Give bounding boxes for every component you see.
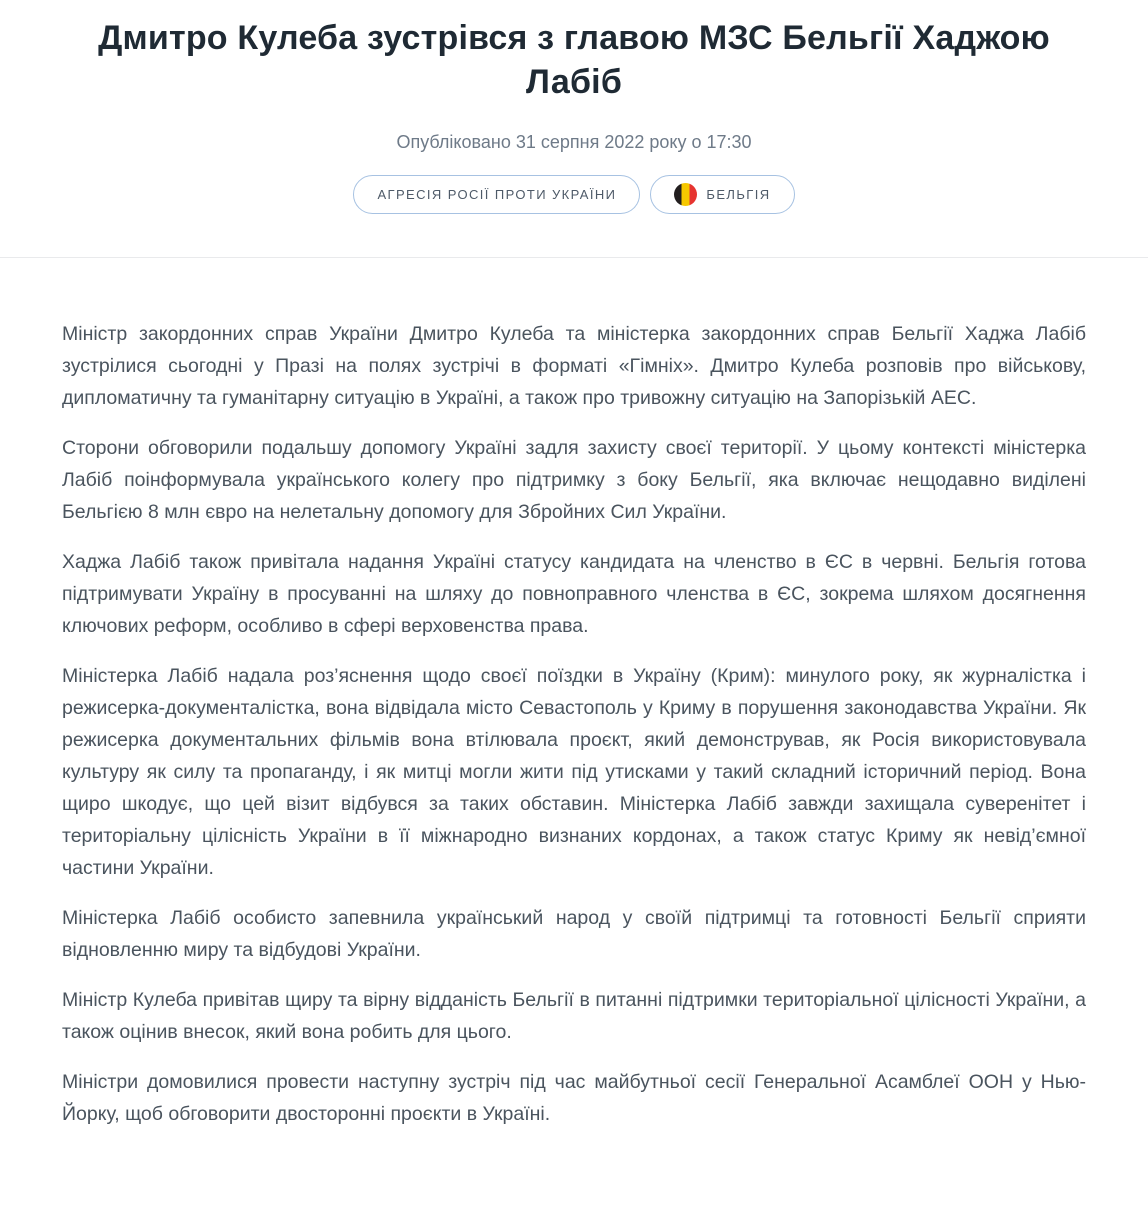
paragraph-1: Міністр закордонних справ України Дмитро Кулеба та міністерка закордонних справ Бельгії Хаджа Лабіб зустрілися сьогодні у Празі на полях зустрічі в форматі «Гімніх». Дмитро Кулеба розповів про військову, дипломатичну та гуманітарну ситуацію в Україні, а також про тривожну ситуацію на Запорізькій АЕС.: [62, 323, 1086, 409]
paragraph-6: Міністр Кулеба привітав щиру та вірну відданість Бельгії в питанні підтримки територіальної цілісності України, а також оцінив внесок, який вона робить для цього.: [62, 989, 1086, 1043]
tag-aggression-of-russia[interactable]: [353, 175, 640, 214]
paragraph-2: Сторони обговорили подальшу допомогу Україні задля захисту своєї території. У цьому контексті міністерка Лабіб поінформувала українського колегу про підтримку з боку Бельгії, яка включає нещодавно виділені Бельгією 8 млн євро на нелетальну допомогу для Збройних Сил України.: [62, 437, 1086, 523]
paragraph-4: Міністерка Лабіб надала роз’яснення щодо своєї поїздки в Україну (Крим): минулого року, як журналістка і режисерка-документалістка, вона відвідала місто Севастополь у Криму в порушення законодавства України. Як режисерка документальних фільмів вона втілювала проєкт, який демонстрував, як Росія використовувала культуру як силу та пропаганду, і як митці могли жити під утисками у такий складний історичний період. Вона щиро шкодує, що цей візит відбувся за таких обставин. Міністерка Лабіб завжди захищала суверенітет і територіальну цілісність України в її міжнародно визнаних кордонах, а також статус Криму як невід’ємної частини України.: [62, 665, 1086, 879]
article-title: Дмитро Кулеба зустрівся з главою МЗС Бельгії Хаджою Лабіб: [98, 19, 1050, 101]
tag-label: БЕЛЬГІЯ: [706, 187, 771, 202]
tag-label: АГРЕСІЯ РОСІЇ ПРОТИ УКРАЇНИ: [377, 187, 617, 202]
tag-list: [70, 175, 1078, 214]
paragraph-7: Міністри домовилися провести наступну зустріч під час майбутньої сесії Генеральної Асамблеї ООН у Нью-Йорку, щоб обговорити двосторонні проєкти в Україні.: [62, 1071, 1086, 1125]
belgium-flag-icon: [674, 183, 697, 206]
published-date: Опубліковано 31 серпня 2022 року о 17:30: [396, 132, 752, 152]
paragraph-3: Хаджа Лабіб також привітала надання Україні статусу кандидата на членство в ЄС в червні. Бельгія готова підтримувати Україну в просуванні на шляху до повноправного членства в ЄС, зокрема шляхом досягнення ключових реформ, особливо в сфері верховенства права.: [62, 551, 1086, 637]
article-body: [0, 258, 1148, 1170]
paragraph-5: Міністерка Лабіб особисто запевнила український народ у своїй підтримці та готовності Бельгії сприяти відновленню миру та відбудові України.: [62, 907, 1086, 961]
tag-belgium[interactable]: [650, 175, 794, 214]
article-header: [0, 0, 1148, 214]
